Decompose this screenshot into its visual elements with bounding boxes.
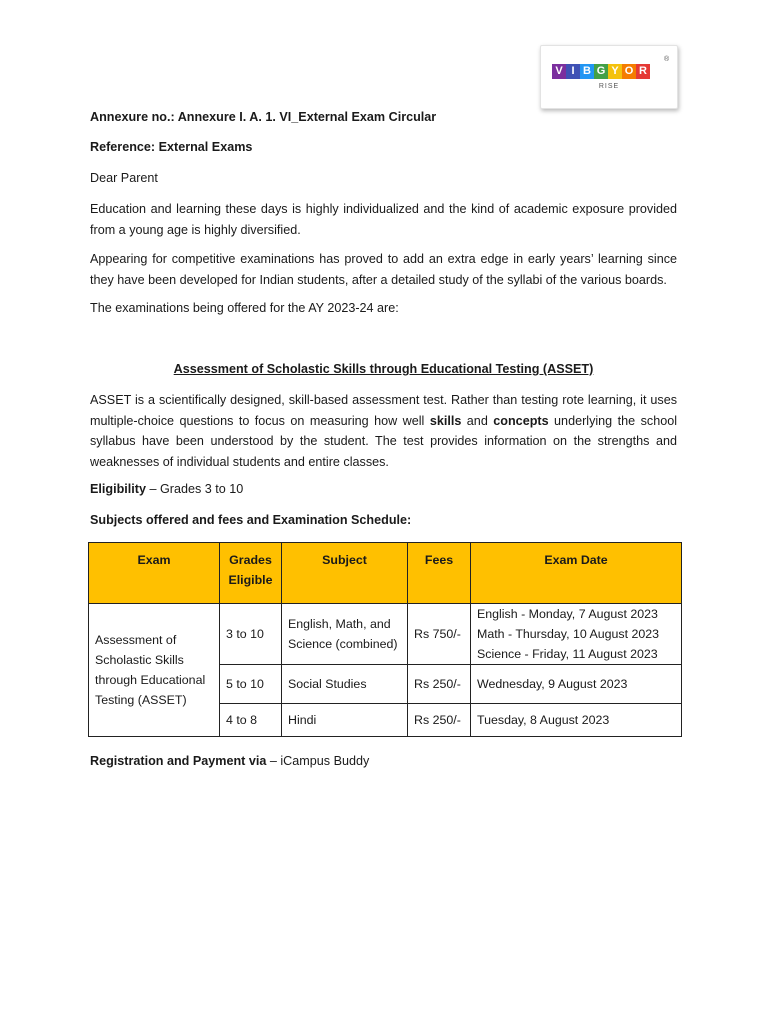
concepts-word: concepts: [493, 413, 549, 428]
competitive-paragraph: Appearing for competitive examinations has proved to add an extra edge in early years’ learning since they have been developed for Indian students, after a detailed study of the syllabi of the various boards.: [90, 252, 677, 287]
greeting: Dear Parent: [90, 171, 158, 185]
header-fees: Fees: [408, 543, 471, 604]
table-header-row: [89, 543, 682, 604]
table-row: [89, 604, 682, 665]
header-grades: Grades Eligible: [220, 543, 282, 604]
logo-letter: Y: [608, 64, 622, 79]
registration-line: [90, 754, 369, 768]
intro-paragraph: Education and learning these days is highly individualized and the kind of academic exposure provided from a young age is highly diversified.: [90, 202, 677, 237]
registered-mark: ®: [664, 56, 670, 63]
grades-cell: 4 to 8: [220, 704, 282, 737]
grades-cell: 5 to 10: [220, 665, 282, 704]
asset-description: [90, 390, 677, 472]
subject-cell: English, Math, and Science (combined): [282, 604, 408, 665]
exam-date-cell: [471, 604, 682, 665]
reference-line: Reference: External Exams: [90, 140, 253, 154]
vibgyor-logo: [540, 45, 678, 109]
subject-cell: Hindi: [282, 704, 408, 737]
asset-desc-text-2: underlying the school syllabus have been understood by the student. The test provides information on the strengths and weaknesses of individual students and entire classes.: [90, 413, 678, 469]
registration-value: – iCampus Buddy: [266, 754, 370, 768]
asset-title: Assessment of Scholastic Skills through Educational Testing (ASSET): [173, 362, 594, 376]
logo-subtext: RISE: [598, 83, 620, 90]
logo-letter: I: [566, 64, 580, 79]
exam-schedule-table: [88, 542, 682, 737]
logo-letters: [552, 64, 650, 79]
exam-date-line: English - Monday, 7 August 2023: [477, 607, 658, 621]
fees-cell: Rs 250/-: [408, 704, 471, 737]
logo-letter: O: [622, 64, 636, 79]
logo-letter: R: [636, 64, 650, 79]
eligibility-label: Eligibility: [90, 482, 146, 496]
subjects-heading: Subjects offered and fees and Examination Schedule:: [90, 513, 412, 527]
header-exam: Exam: [89, 543, 220, 604]
exam-name-cell: Assessment of Scholastic Skills through Educational Testing (ASSET): [89, 604, 220, 737]
exam-date-line: Math - Thursday, 10 August 2023: [477, 627, 660, 641]
skills-word: skills: [429, 413, 462, 428]
eligibility-value: – Grades 3 to 10: [145, 482, 244, 496]
fees-cell: Rs 750/-: [408, 604, 471, 665]
header-exam-date: Exam Date: [471, 543, 682, 604]
header-subject: Subject: [282, 543, 408, 604]
logo-letter: B: [580, 64, 594, 79]
exam-date-cell: Wednesday, 9 August 2023: [471, 665, 682, 704]
subject-cell: Social Studies: [282, 665, 408, 704]
logo-letter: G: [594, 64, 608, 79]
exam-date-cell: Tuesday, 8 August 2023: [471, 704, 682, 737]
offered-line: The examinations being offered for the AY 2023-24 are:: [90, 301, 399, 315]
asset-desc-and: and: [461, 413, 494, 428]
eligibility-line: [90, 482, 243, 496]
logo-letter: V: [552, 64, 566, 79]
registration-label: Registration and Payment via: [90, 754, 267, 768]
exam-date-line: Science - Friday, 11 August 2023: [477, 647, 658, 661]
grades-cell: 3 to 10: [220, 604, 282, 665]
asset-desc-text: ASSET is a scientifically designed, skill-based assessment test. Rather than testing rote learning, it uses multiple-choice questions to focus on measuring how well: [90, 393, 677, 428]
annexure-line: Annexure no.: Annexure I. A. 1. VI_External Exam Circular: [90, 110, 437, 124]
fees-cell: Rs 250/-: [408, 665, 471, 704]
